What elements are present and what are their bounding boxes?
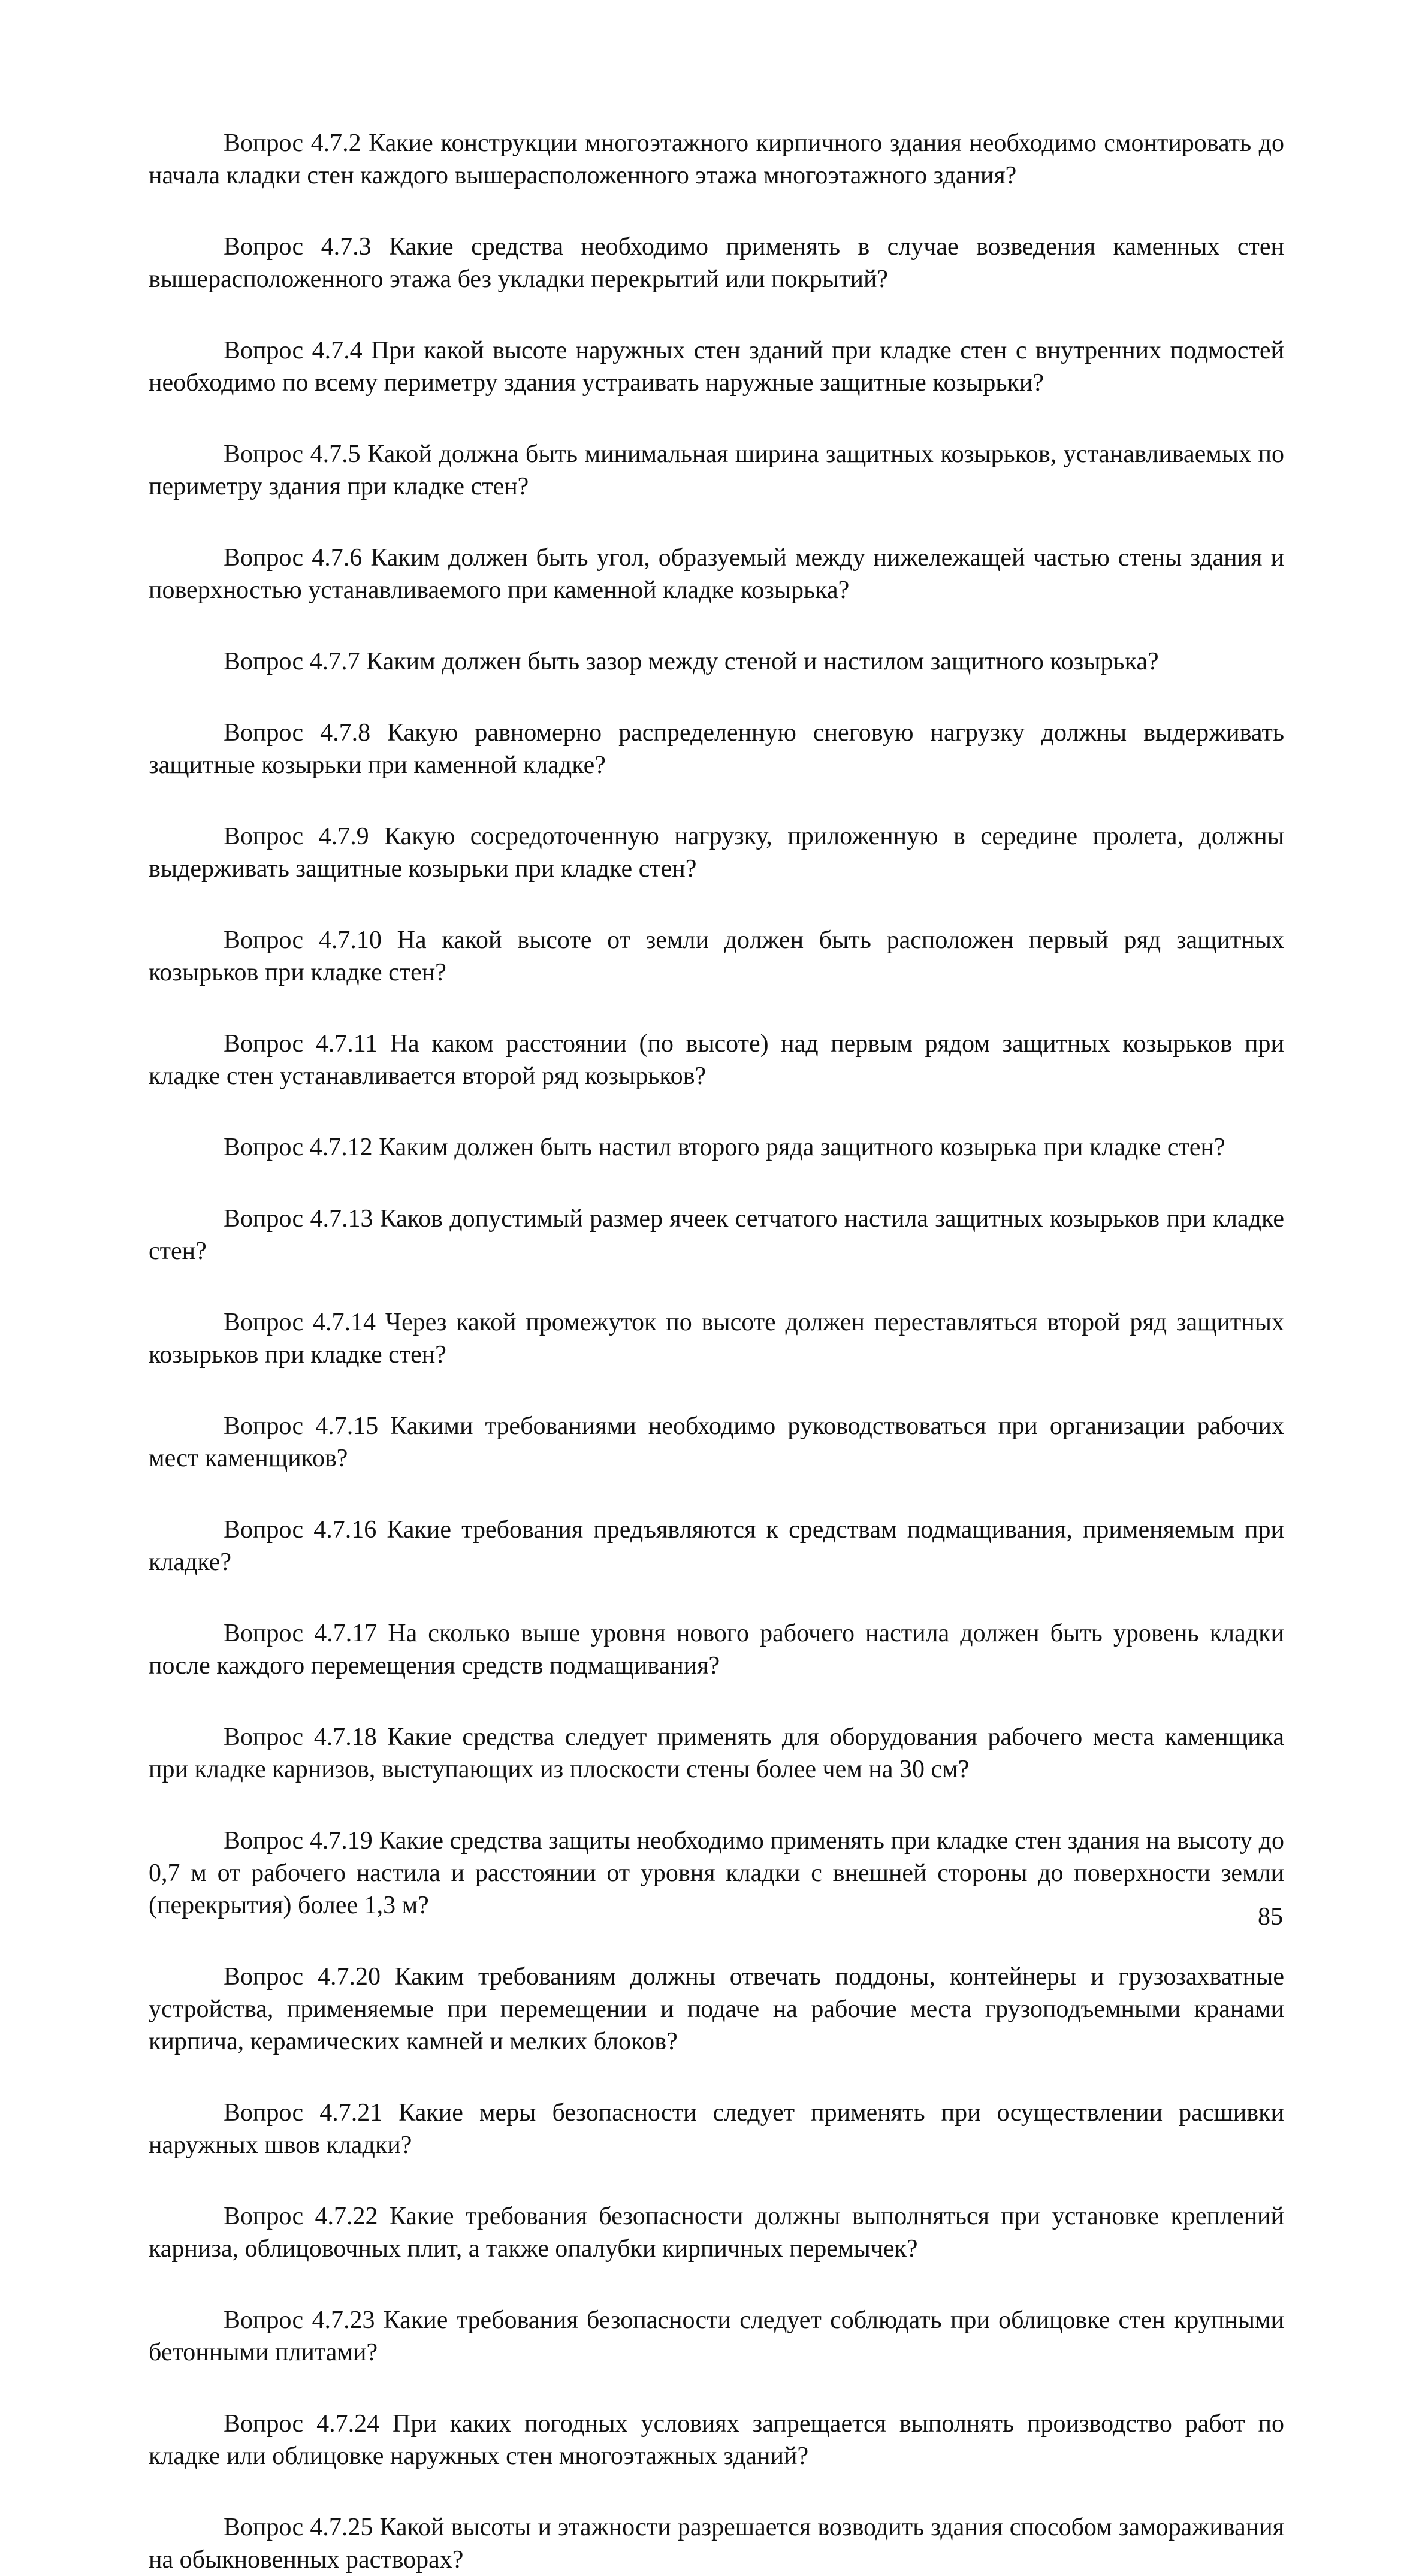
question-4-7-13: Вопрос 4.7.13 Каков допустимый размер ячеек сетчатого настила защитных козырьков при кладке стен?	[149, 1205, 1284, 1265]
question-4-7-8: Вопрос 4.7.8 Какую равномерно распределенную снеговую нагрузку должны выдерживать защитные козырьки при каменной кладке?	[149, 719, 1284, 779]
question-4-7-16: Вопрос 4.7.16 Какие требования предъявляются к средствам подмащивания, применяемым при кладке?	[149, 1516, 1284, 1576]
question-4-7-10: Вопрос 4.7.10 На какой высоте от земли должен быть расположен первый ряд защитных козырьков при кладке стен?	[149, 926, 1284, 986]
question-4-7-12: Вопрос 4.7.12 Каким должен быть настил второго ряда защитного козырька при кладке стен?	[224, 1134, 1225, 1161]
question-4-7-19: Вопрос 4.7.19 Какие средства защиты необходимо применять при кладке стен здания на высоту до 0,7 м от рабочего настила и расстоянии от уровня кладки с внешней стороны до поверхности земли (перекрытия) более 1,3 м?	[149, 1827, 1284, 1919]
question-4-7-4: Вопрос 4.7.4 При какой высоте наружных стен зданий при кладке стен с внутренних подмостей необходимо по всему периметру здания устраивать наружные защитные козырьки?	[149, 337, 1284, 397]
questions-list	[149, 127, 1284, 2576]
question-4-7-7: Вопрос 4.7.7 Каким должен быть зазор между стеной и настилом защитного козырька?	[224, 648, 1159, 675]
question-4-7-2: Вопрос 4.7.2 Какие конструкции многоэтажного кирпичного здания необходимо смонтировать до начала кладки стен каждого вышерасположенного этажа многоэтажного здания?	[149, 129, 1284, 189]
question-4-7-5: Вопрос 4.7.5 Какой должна быть минимальная ширина защитных козырьков, устанавливаемых по периметру здания при кладке стен?	[149, 440, 1284, 500]
question-4-7-25: Вопрос 4.7.25 Какой высоты и этажности разрешается возводить здания способом замораживания на обыкновенных растворах?	[149, 2514, 1284, 2574]
question-4-7-15: Вопрос 4.7.15 Какими требованиями необходимо руководствоваться при организации рабочих мест каменщиков?	[149, 1412, 1284, 1472]
question-4-7-21: Вопрос 4.7.21 Какие меры безопасности следует применять при осуществлении расшивки наружных швов кладки?	[149, 2099, 1284, 2159]
question-4-7-22: Вопрос 4.7.22 Какие требования безопасности должны выполняться при установке креплений карниза, облицовочных плит, а также опалубки кирпичных перемычек?	[149, 2203, 1284, 2263]
question-4-7-9: Вопрос 4.7.9 Какую сосредоточенную нагрузку, приложенную в середине пролета, должны выдерживать защитные козырьки при кладке стен?	[149, 823, 1284, 883]
question-4-7-23: Вопрос 4.7.23 Какие требования безопасности следует соблюдать при облицовке стен крупными бетонными плитами?	[149, 2306, 1284, 2366]
question-4-7-11: Вопрос 4.7.11 На каком расстоянии (по высоте) над первым рядом защитных козырьков при кладке стен устанавливается второй ряд козырьков?	[149, 1030, 1284, 1090]
question-4-7-20: Вопрос 4.7.20 Каким требованиям должны отвечать поддоны, контейнеры и грузозахватные устройства, применяемые при перемещении и подаче на рабочие места грузоподъемными кранами кирпича, керамических камней и мелких блоков?	[149, 1963, 1284, 2055]
question-4-7-3: Вопрос 4.7.3 Какие средства необходимо применять в случае возведения каменных стен вышерасположенного этажа без укладки перекрытий или покрытий?	[149, 233, 1284, 293]
question-4-7-17: Вопрос 4.7.17 На сколько выше уровня нового рабочего настила должен быть уровень кладки после каждого перемещения средств подмащивания?	[149, 1620, 1284, 1680]
question-4-7-24: Вопрос 4.7.24 При каких погодных условиях запрещается выполнять производство работ по кладке или облицовке наружных стен многоэтажных зданий?	[149, 2410, 1284, 2470]
question-4-7-18: Вопрос 4.7.18 Какие средства следует применять для оборудования рабочего места каменщика при кладке карнизов, выступающих из плоскости стены более чем на 30 см?	[149, 1723, 1284, 1783]
page-number: 85	[1258, 1903, 1283, 1931]
question-4-7-14: Вопрос 4.7.14 Через какой промежуток по высоте должен переставляться второй ряд защитных козырьков при кладке стен?	[149, 1309, 1284, 1369]
question-4-7-6: Вопрос 4.7.6 Каким должен быть угол, образуемый между нижележащей частью стены здания и поверхностью устанавливаемого при каменной кладке козырька?	[149, 544, 1284, 604]
